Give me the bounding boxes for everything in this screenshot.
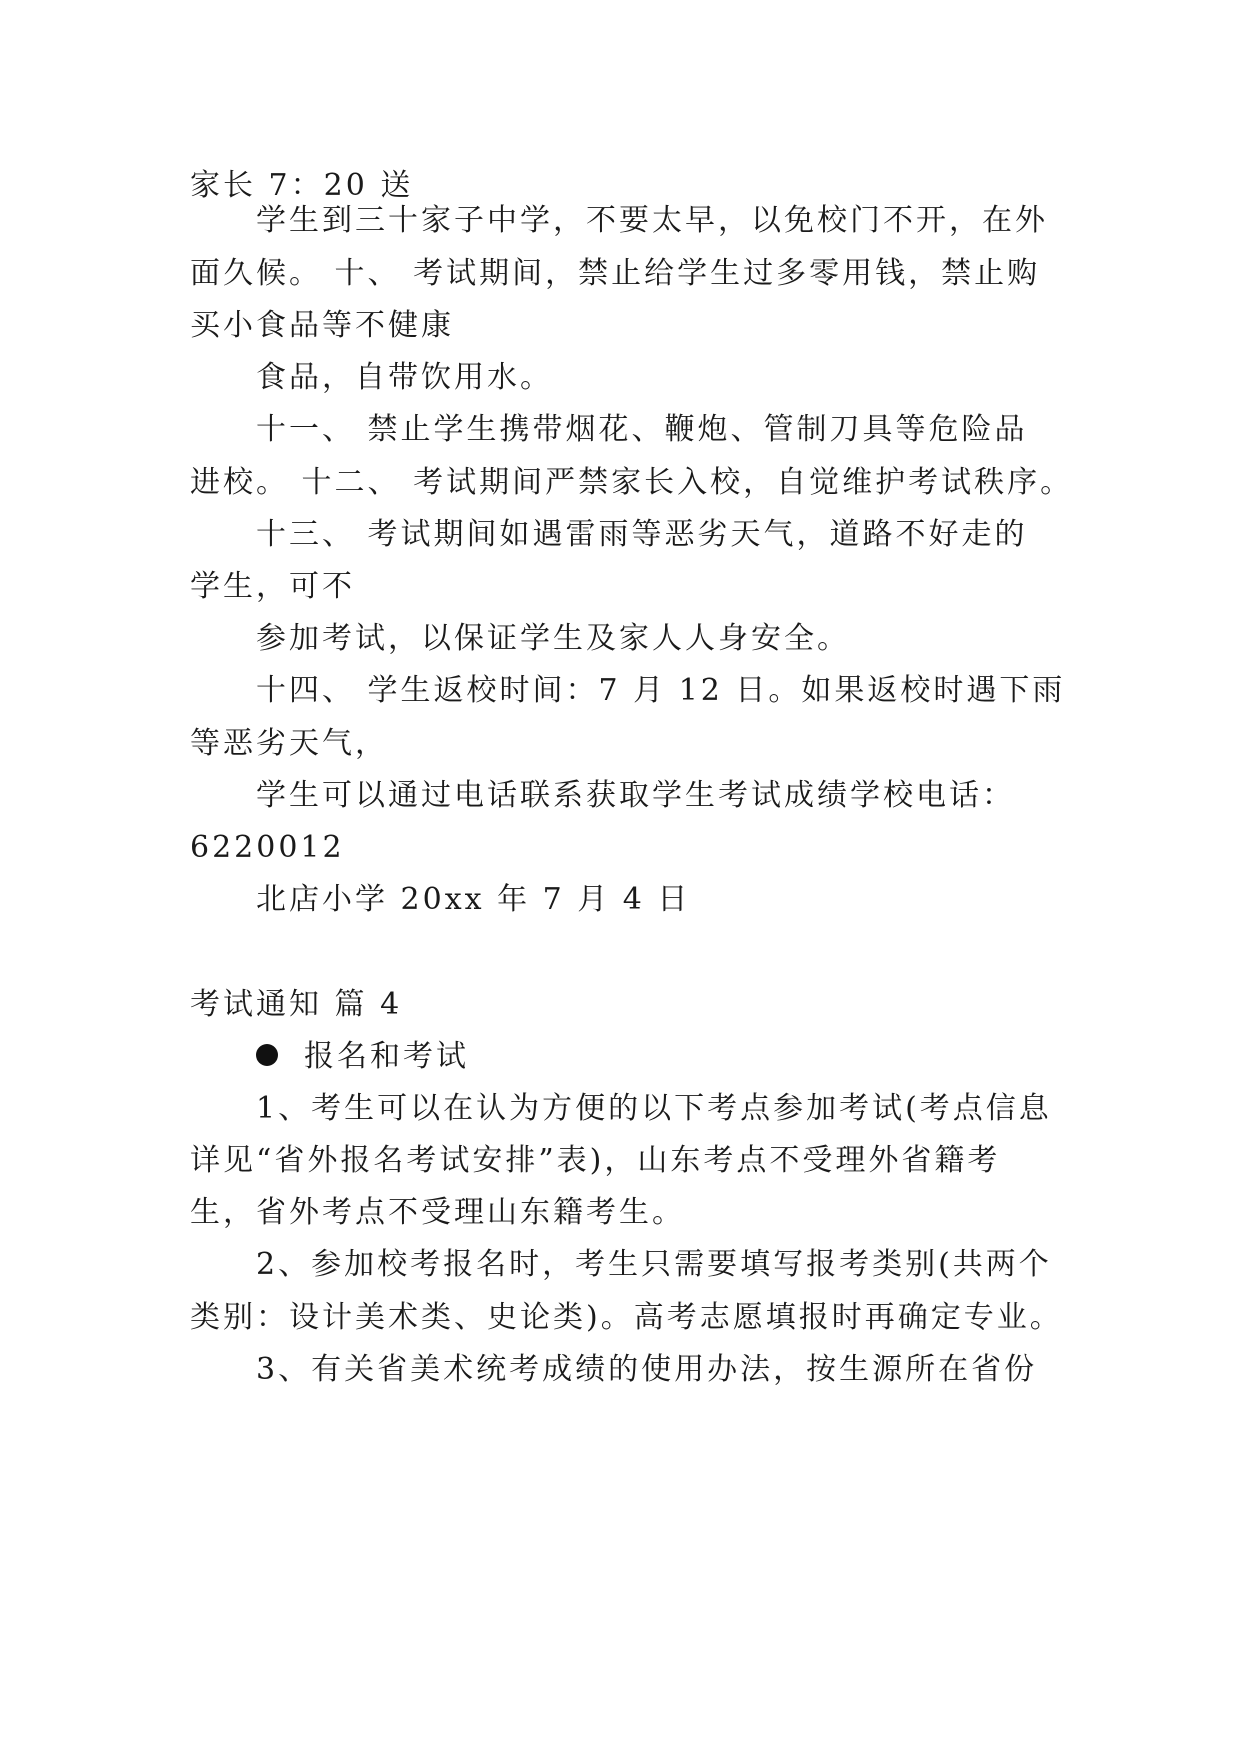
- bullet-item: [256, 1037, 469, 1077]
- text-line-2: 学生到三十家子中学，不要太早，以免校门不开，在外: [256, 203, 1048, 238]
- text-line-4: 买小食品等不健康: [190, 308, 454, 343]
- text-line-17: 1、考生可以在认为方便的以下考点参加考试(考点信息: [256, 1091, 1052, 1126]
- text-line-3: 面久候。 十、 考试期间，禁止给学生过多零用钱，禁止购: [190, 256, 1041, 291]
- text-line-9: 学生，可不: [190, 569, 355, 604]
- text-line-11: 十四、 学生返校时间：7 月 12 日。如果返校时遇下雨: [256, 673, 1066, 708]
- text-line-12: 等恶劣天气，: [190, 726, 388, 761]
- text-line-1: 家长 7：20 送: [190, 168, 414, 203]
- text-line-22: 3、有关省美术统考成绩的使用办法，按生源所在省份: [256, 1352, 1038, 1387]
- text-line-5: 食品，自带饮用水。: [256, 360, 553, 395]
- text-line-15: 北店小学 20xx 年 7 月 4 日: [256, 882, 691, 917]
- text-line-18: 详见“省外报名考试安排”表)，山东考点不受理外省籍考: [190, 1143, 1001, 1178]
- text-line-13: 学生可以通过电话联系获取学生考试成绩学校电话：: [256, 778, 1015, 813]
- text-line-21: 类别：设计美术类、史论类)。高考志愿填报时再确定专业。: [190, 1300, 1063, 1335]
- bullet-label: 报名和考试: [304, 1039, 469, 1074]
- text-line-6: 十一、 禁止学生携带烟花、鞭炮、管制刀具等危险品: [256, 412, 1028, 447]
- text-line-20: 2、参加校考报名时，考生只需要填写报考类别(共两个: [256, 1247, 1052, 1282]
- text-line-14: 6220012: [190, 830, 345, 865]
- section-heading: 考试通知 篇 4: [190, 987, 403, 1022]
- filled-circle-icon: [256, 1044, 278, 1066]
- text-line-8: 十三、 考试期间如遇雷雨等恶劣天气，道路不好走的: [256, 517, 1028, 552]
- text-line-10: 参加考试，以保证学生及家人人身安全。: [256, 621, 850, 656]
- text-line-19: 生，省外考点不受理山东籍考生。: [190, 1195, 685, 1230]
- text-line-7: 进校。 十二、 考试期间严禁家长入校，自觉维护考试秩序。: [190, 465, 1074, 500]
